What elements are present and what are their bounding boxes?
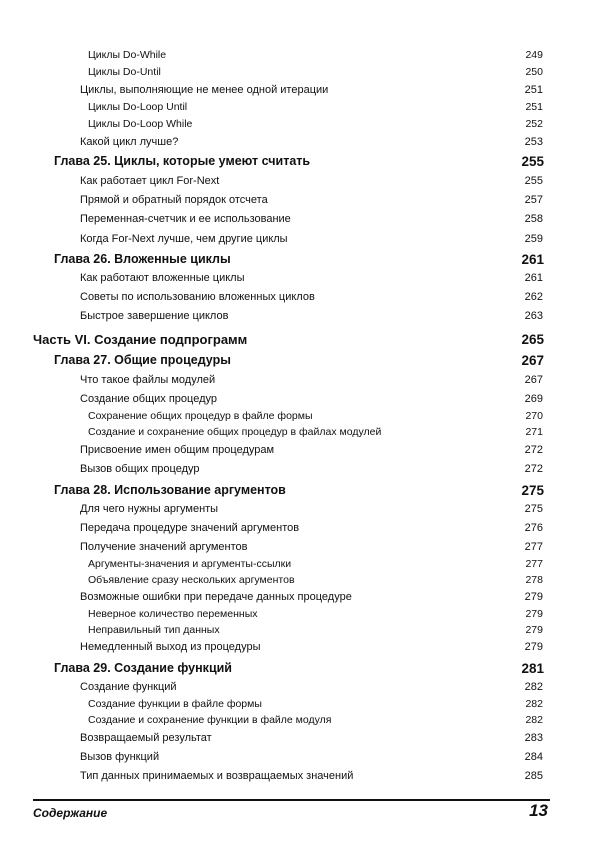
toc-entry-title: Циклы Do-Until: [88, 66, 161, 78]
toc-entry-page: 250: [525, 66, 543, 78]
toc-entry: [0, 541, 600, 558]
toc-entry: [0, 444, 600, 461]
footer-page-number: 13: [529, 801, 548, 820]
toc-entry: [0, 698, 600, 715]
toc-entry-title: Быстрое завершение циклов: [80, 310, 229, 322]
toc-chapter: [0, 353, 600, 370]
footer-divider: [33, 799, 550, 801]
toc-entry-title: Создание функций: [80, 681, 177, 693]
toc-entry-title: Когда For-Next лучше, чем другие циклы: [80, 233, 288, 245]
toc-entry-page: 279: [524, 641, 543, 653]
toc-entry: [0, 770, 600, 787]
toc-entry: [0, 310, 600, 327]
toc-entry-title: Аргументы-значения и аргументы-ссылки: [88, 558, 292, 570]
toc-entry: [0, 84, 600, 101]
toc-entry-page: 261: [524, 272, 543, 284]
toc-entry-page: 285: [524, 770, 543, 782]
toc-entry-page: 279: [525, 624, 543, 636]
toc-chapter-page: 275: [521, 483, 544, 498]
toc-entry-page: 269: [524, 393, 543, 405]
toc-entry-page: 275: [524, 503, 543, 515]
toc-chapter-title: Глава 28. Использование аргументов: [54, 483, 286, 497]
toc-entry-page: 271: [525, 426, 543, 438]
toc-entry: [0, 641, 600, 658]
toc-entry-page: 251: [524, 84, 543, 96]
toc-chapter-page: 267: [521, 353, 544, 368]
toc-chapter-title: Глава 29. Создание функций: [54, 661, 232, 675]
footer-title: Содержание: [33, 806, 108, 820]
toc-entry-page: 282: [525, 698, 543, 710]
toc-entry-title: Для чего нужны аргументы: [80, 503, 219, 515]
toc-entry-title: Неправильный тип данных: [88, 624, 220, 636]
toc-entry-title: Передача процедуре значений аргументов: [80, 522, 300, 534]
toc-entry-page: 251: [525, 101, 543, 113]
toc-entry: [0, 714, 600, 731]
toc-entry: [0, 66, 600, 83]
toc-entry-page: 282: [525, 714, 543, 726]
toc-chapter-page: 255: [521, 154, 544, 169]
toc-entry: [0, 608, 600, 625]
toc-entry: [0, 291, 600, 308]
toc-part: [0, 332, 600, 349]
toc-entry-page: 279: [524, 591, 543, 603]
toc-entry-title: Вызов функций: [80, 751, 160, 763]
toc-entry: [0, 574, 600, 591]
toc-entry: [0, 213, 600, 230]
toc-chapter-title: Глава 27. Общие процедуры: [54, 353, 231, 367]
toc-entry-page: 276: [524, 522, 543, 534]
toc-entry-page: 259: [524, 233, 543, 245]
toc-entry-page: 252: [525, 118, 543, 130]
toc-entry-page: 258: [524, 213, 543, 225]
toc-entry-page: 267: [524, 374, 543, 386]
toc-entry: [0, 118, 600, 135]
toc-entry-title: Вызов общих процедур: [80, 463, 200, 475]
toc-entry-page: 272: [524, 444, 543, 456]
toc-entry-page: 283: [524, 732, 543, 744]
toc-entry: [0, 426, 600, 443]
toc-chapter: [0, 252, 600, 269]
toc-part-title: Часть VI. Создание подпрограмм: [33, 332, 248, 347]
toc-entry-title: Циклы Do-Loop Until: [88, 101, 188, 113]
toc-entry-page: 263: [524, 310, 543, 322]
toc-entry-title: Тип данных принимаемых и возвращаемых значений: [80, 770, 354, 782]
toc-entry-title: Что такое файлы модулей: [80, 374, 216, 386]
toc-entry: [0, 681, 600, 698]
toc-chapter-title: Глава 26. Вложенные циклы: [54, 252, 231, 266]
toc-entry-title: Неверное количество переменных: [88, 608, 258, 620]
toc-entry: [0, 49, 600, 66]
toc-entry-page: 255: [524, 175, 543, 187]
toc-entry: [0, 393, 600, 410]
toc-entry-page: 279: [525, 608, 543, 620]
toc-entry: [0, 503, 600, 520]
toc-chapter-page: 261: [521, 252, 544, 267]
toc-entry: [0, 175, 600, 192]
toc-entry-page: 262: [524, 291, 543, 303]
toc-entry: [0, 522, 600, 539]
toc-entry-title: Немедленный выход из процедуры: [80, 641, 261, 653]
toc-entry-page: 284: [524, 751, 543, 763]
toc-entry: [0, 624, 600, 641]
toc-entry-title: Создание функции в файле формы: [88, 698, 262, 710]
toc-entry-page: 249: [525, 49, 543, 61]
toc-entry-page: 277: [525, 558, 543, 570]
toc-entry-page: 253: [524, 136, 543, 148]
toc-entry-page: 257: [524, 194, 543, 206]
toc-entry: [0, 101, 600, 118]
toc-entry-title: Объявление сразу нескольких аргументов: [88, 574, 295, 586]
toc-chapter-page: 281: [521, 661, 544, 676]
toc-entry: [0, 751, 600, 768]
toc-entry-title: Переменная-счетчик и ее использование: [80, 213, 291, 225]
toc-entry: [0, 233, 600, 250]
toc-chapter-title: Глава 25. Циклы, которые умеют считать: [54, 154, 311, 168]
toc-entry-title: Создание и сохранение функции в файле модуля: [88, 714, 332, 726]
toc-entry-title: Создание и сохранение общих процедур в файлах модулей: [88, 426, 382, 438]
toc-chapter: [0, 483, 600, 500]
toc-entry: [0, 272, 600, 289]
toc-entry-page: 272: [524, 463, 543, 475]
toc-entry-page: 277: [524, 541, 543, 553]
toc-chapter: [0, 661, 600, 678]
toc-chapter: [0, 154, 600, 171]
toc-entry-title: Как работает цикл For-Next: [80, 175, 220, 187]
toc-entry-title: Какой цикл лучше?: [80, 136, 179, 148]
toc-entry: [0, 732, 600, 749]
toc-entry: [0, 591, 600, 608]
toc-part-page: 265: [521, 332, 544, 347]
toc-entry-title: Сохранение общих процедур в файле формы: [88, 410, 313, 422]
toc-entry-title: Получение значений аргументов: [80, 541, 248, 553]
toc-entry: [0, 463, 600, 480]
toc-entry: [0, 374, 600, 391]
toc-entry-page: 278: [525, 574, 543, 586]
toc-entry-page: 282: [524, 681, 543, 693]
toc-entry-title: Присвоение имен общим процедурам: [80, 444, 275, 456]
toc-entry-title: Прямой и обратный порядок отсчета: [80, 194, 268, 206]
toc-entry-title: Циклы, выполняющие не менее одной итерации: [80, 84, 329, 96]
toc-entry-title: Циклы Do-Loop While: [88, 118, 193, 130]
toc-entry-title: Советы по использованию вложенных циклов: [80, 291, 315, 303]
toc-entry-title: Как работают вложенные циклы: [80, 272, 245, 284]
toc-entry-title: Циклы Do-While: [88, 49, 167, 61]
toc-entry-title: Возвращаемый результат: [80, 732, 212, 744]
toc-entry: [0, 558, 600, 575]
toc-entry-title: Создание общих процедур: [80, 393, 217, 405]
toc-entry: [0, 136, 600, 153]
toc-entry: [0, 410, 600, 427]
toc-entry: [0, 194, 600, 211]
toc-entry-page: 270: [525, 410, 543, 422]
toc-entry-title: Возможные ошибки при передаче данных процедуре: [80, 591, 352, 603]
